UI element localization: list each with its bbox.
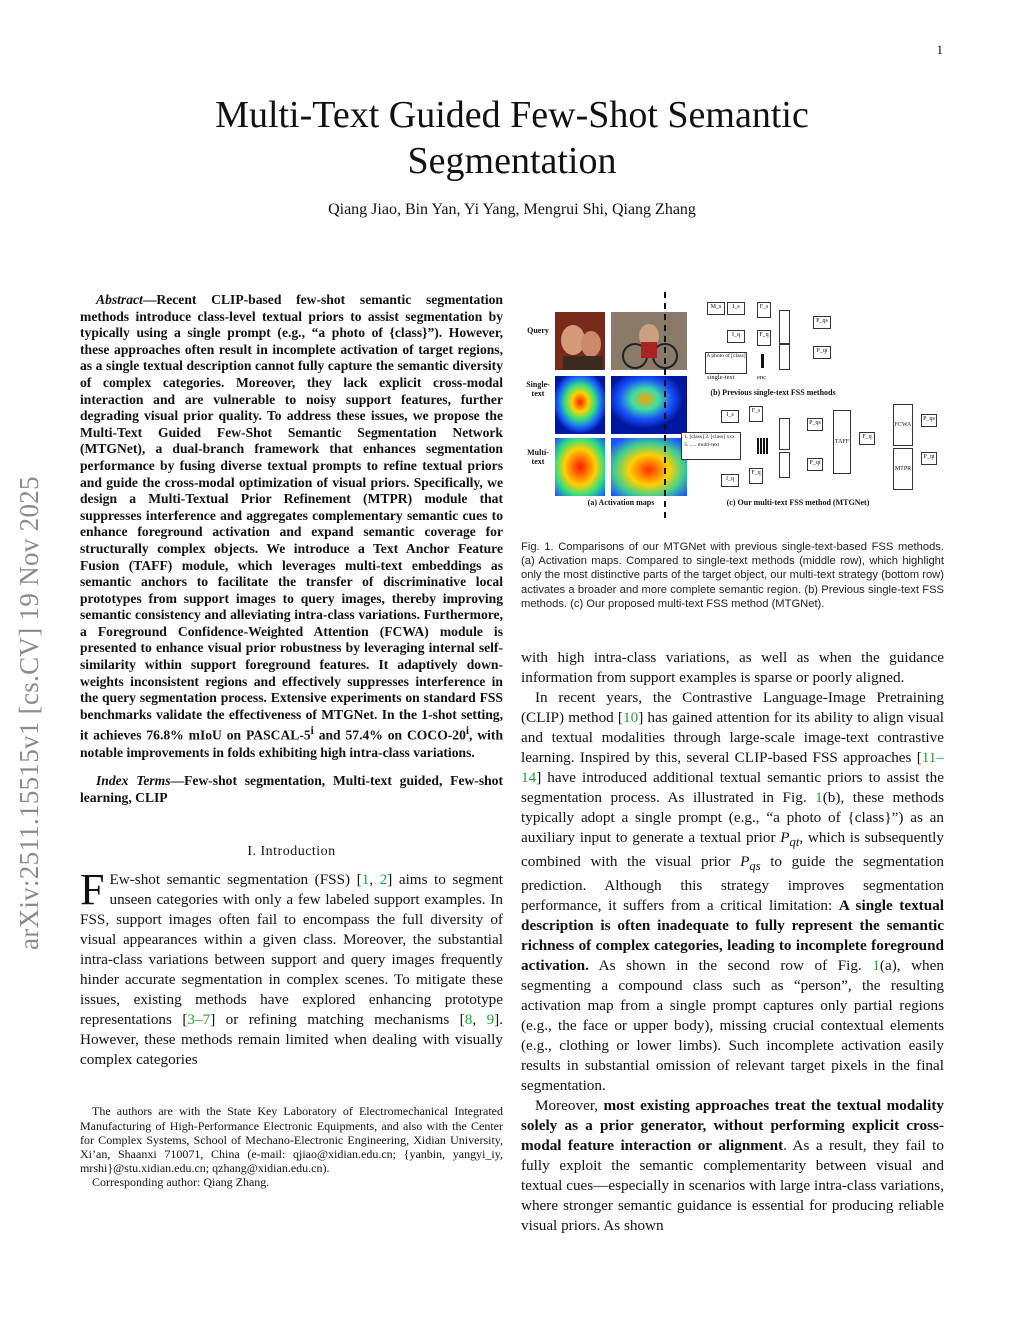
intro-text-d: ]. However, these methods remain limited when dealing with visually complex categories <box>80 1011 504 1069</box>
fq-block-c: F_q <box>749 468 763 484</box>
subcaption-c: (c) Our multi-text FSS method (MTGNet) <box>726 498 870 507</box>
drop-cap: F <box>80 865 105 915</box>
abstract-text-3: , with notable improvements in folds exhibiting high intra-class variations. <box>80 727 504 760</box>
intro-sep-2: , <box>472 1011 487 1029</box>
subcaption-b: (b) Previous single-text FSS methods <box>710 388 836 397</box>
pqs-block-c: P_qs <box>807 418 823 431</box>
right-p2-e: , which is subsequently combined with the visual prior <box>521 829 944 871</box>
mtpr-module: MTPR <box>893 448 913 490</box>
pqt-block: P_qt <box>813 346 831 359</box>
math-pqs: P <box>740 853 750 871</box>
citation-link[interactable]: 9 <box>486 1011 495 1029</box>
section-heading: I. Introduction <box>247 844 336 860</box>
index-terms <box>80 773 503 806</box>
index-terms-label: Index Terms <box>96 773 171 789</box>
right-paragraph-2 <box>521 688 944 1096</box>
footnote-affiliation: The authors are with the State Key Laboratory of Electromechanical Integrated Manufacturing of High-Performance Electronic Equipments, and also with the Center for Complex Systems, School of Mechano-Electronic Engineering, Xidian University, Xi’an, Shaanxi 710071, China (e-mail: qjiao@xidian.edu.cn; {yanbin, yangyi_iy, mrshi}@stu.xidian.edu.cn; qzhang@xidian.edu.cn). <box>80 1104 503 1176</box>
row-label-query: Query <box>527 326 549 335</box>
right-paragraph-1: with high intra-class variations, as well as when the guidance information from support examples is sparse or poorly aligned. <box>521 649 944 686</box>
abstract <box>80 292 503 761</box>
pqt-output: P_qt <box>921 452 937 465</box>
citation-link[interactable]: 1 <box>361 871 370 889</box>
footnote <box>80 1104 503 1189</box>
pqs-output: P_qs <box>921 414 937 427</box>
iq-block-c: I_q <box>721 474 739 487</box>
intro-sep-1: , <box>369 871 380 889</box>
single-text-activation-map <box>555 376 687 434</box>
encoder-block-c1 <box>779 418 790 450</box>
encoder-block-c2 <box>779 452 790 478</box>
math-pqt: P <box>780 829 790 846</box>
taff-module: TAFF <box>833 410 851 474</box>
row-label-multi-text: Multi-text <box>527 448 549 466</box>
abstract-sup-1: i <box>310 725 314 738</box>
figure-divider <box>663 292 667 518</box>
right-p2-g: As shown in the second row of Fig. <box>588 957 873 975</box>
left-column <box>80 292 503 1190</box>
title-line-2: Segmentation <box>407 140 617 182</box>
right-p2-d: (b), these methods typically adopt a single prompt (e.g., “a photo of {class}”) as an auxiliary input to generate a textual prior <box>521 789 944 846</box>
citation-link[interactable]: 8 <box>464 1011 473 1029</box>
abstract-label: Abstract <box>96 292 143 307</box>
footnote-corresponding: Corresponding author: Qiang Zhang. <box>92 1175 270 1190</box>
figure-caption: Fig. 1. Comparisons of our MTGNet with previous single-text-based FSS methods. (a) Activation maps. Compared to single-text methods (middle row), which highlight only the most distinctive parts of the target object, our multi-text strategy (bottom row) activates a broader and more complete semantic region. (b) Previous single-text FSS methods. (c) Our proposed multi-text FSS method (MTGNet). <box>521 541 944 610</box>
photo-prompt-block: A photo of [class] <box>705 352 747 374</box>
citation-link[interactable]: 2 <box>379 871 388 889</box>
intro-text-c: ] or refining matching mechanisms [ <box>210 1011 465 1029</box>
row-label-single-text: Single-text <box>526 380 550 398</box>
is-block: I_s <box>727 302 745 315</box>
right-p3-a: Moreover, <box>535 1097 604 1115</box>
fq-taff-block: F_q <box>859 432 875 445</box>
query-photo <box>555 312 687 370</box>
paper-title <box>0 92 1024 184</box>
right-p3-bold: most existing approaches treat the textual modality solely as a prior generator, without performing explicit cross-modal feature interaction or alignment <box>521 1097 944 1155</box>
single-text-label: single-text <box>707 374 735 381</box>
right-p2-bold: A single textual description is often inadequate to fully represent the semantic richness of complex categories, leading to incomplete foreground activation. <box>521 897 944 975</box>
encoder-block-b2 <box>779 344 790 370</box>
arxiv-stamp: arXiv:2511.15515v1 [cs.CV] 19 Nov 2025 <box>14 476 44 950</box>
subcaption-a: (a) Activation maps <box>587 498 655 507</box>
citation-link[interactable]: 10 <box>623 709 639 726</box>
is-block-c: I_s <box>721 410 739 423</box>
abstract-text-2: and 57.4% on COCO-20 <box>313 727 466 743</box>
math-pqt-sub: qt <box>789 835 800 850</box>
pqt-block-c: P_qt <box>807 458 823 471</box>
multi-text-block: 1. [class] 2. [class] xxx 3. ..... multi-text <box>681 432 741 460</box>
text-encoder-bar <box>761 354 764 368</box>
multi-text-activation-map <box>555 438 687 496</box>
right-p2-f: to guide the segmentation prediction. Although this strategy improves segmentation performance, it suffers from a critical limitation: <box>521 853 945 915</box>
fq-block: F_q <box>757 330 771 346</box>
fs-block-c: F_s <box>749 406 763 422</box>
figure-ref-link[interactable]: 1 <box>872 957 880 975</box>
fs-block: F_s <box>757 302 771 318</box>
iq-block: I_q <box>727 330 745 343</box>
figure-1 <box>521 292 951 518</box>
fcwa-module: FCWA <box>893 404 913 446</box>
figure-ref-link[interactable]: 1 <box>815 789 823 806</box>
intro-paragraph <box>80 865 504 1070</box>
right-column <box>521 648 944 1236</box>
intro-text-b: ] aims to segment unseen categories with only a few labeled support examples. In FSS, support images often fail to encompass the full diversity of visual appearances within a given class. Moreover, the substantial intra-class variations between support and query images frequently hinder accurate segmentation in complex scenes. To mitigate these issues, existing methods have explored enhancing prototype representations [ <box>80 871 504 1029</box>
right-p2-c: ] have introduced additional textual semantic priors to assist the segmentation process. As illustrated in Fig. <box>521 769 944 806</box>
math-pqs-sub: qs <box>749 859 761 874</box>
right-paragraph-3 <box>521 1096 944 1236</box>
right-p3-b: . As a result, they fail to fully exploit the semantic complementarity between visual and textual cues—especially in scenarios with large intra-class variations, where stronger semantic guidance is essential for producing reliable visual priors. As shown <box>521 1137 944 1235</box>
multi-text-encoder <box>757 438 769 454</box>
title-line-1: Multi-Text Guided Few-Shot Semantic <box>215 94 809 136</box>
ms-block: M_s <box>707 302 725 315</box>
pqs-block: P_qs <box>813 316 831 329</box>
page-number: 1 <box>936 42 943 57</box>
encoder-label: enc <box>757 374 767 381</box>
encoder-block-b1 <box>779 310 790 344</box>
citation-link[interactable]: 11–14 <box>521 749 944 786</box>
abstract-text: —Recent CLIP-based few-shot semantic segmentation methods introduce class-level textual priors to assist segmentation by typically using a single prompt (e.g., “a photo of {class}”). However, these approaches often result in incomplete activation of target regions, as a single textual description cannot fully capture the semantic diversity of complex categories. Moreover, they lack explicit cross-modal interaction and are vulnerable to noisy support features, further degrading visual prior quality. To address these issues, we propose the Multi-Text Guided Few-Shot Semantic Segmentation Network (MTGNet), a dual-branch framework that enhances segmentation performance by fusing diverse textual prompts to refine textual priors and guide the cross-modal optimization of visual priors. Specifically, we design a Multi-Textual Prior Refinement (MTPR) module that suppresses interference and aggregates complementary semantic cues to enhance foreground activation and expand semantic coverage for structurally complex objects. We introduce a Text Anchor Feature Fusion (TAFF) module, which leverages multi-text embeddings as semantic anchors to facilitate the transfer of discriminative local prototypes from support images to query images, thereby improving semantic consistency and alleviating intra-class variations. Furthermore, a Foreground Confidence-Weighted Attention (FCWA) module is presented to enhance visual prior robustness by leveraging internal self-similarity within support foreground features. It adaptively down-weights inconsistent regions and effectively suppresses interference in the query segmentation process. Extensive experiments on standard FSS benchmarks validate the effectiveness of MTGNet. In the 1-shot setting, it achieves 76.8% mIoU on PASCAL-5 <box>80 292 503 743</box>
index-terms-text: —Few-shot segmentation, Multi-text guided, Few-shot learning, CLIP <box>80 773 503 805</box>
abstract-sup-2: i <box>465 725 470 738</box>
citation-link[interactable]: 3–7 <box>187 1011 211 1029</box>
right-p2-h: (a), when segmenting a compound class such as “person”, the resulting activation map from a single prompt captures only partial regions (e.g., the face or upper body), missing crucial contextual elements (e.g., clothing or lower limbs). Such incomplete activation easily results in substantial omission of relevant target pixels in the final segmentation. <box>521 957 944 1095</box>
right-p2-b: ] has gained attention for its ability to align visual and textual modalities through large-scale image-text contrastive learning. Inspired by this, several CLIP-based FSS approaches [ <box>521 709 944 766</box>
right-p2-a: In recent years, the Contrastive Language-Image Pretraining (CLIP) method [ <box>521 689 944 726</box>
intro-text-a: Ew-shot semantic segmentation (FSS) [ <box>109 871 362 889</box>
author-list: Qiang Jiao, Bin Yan, Yi Yang, Mengrui Shi, Qiang Zhang <box>328 201 696 218</box>
